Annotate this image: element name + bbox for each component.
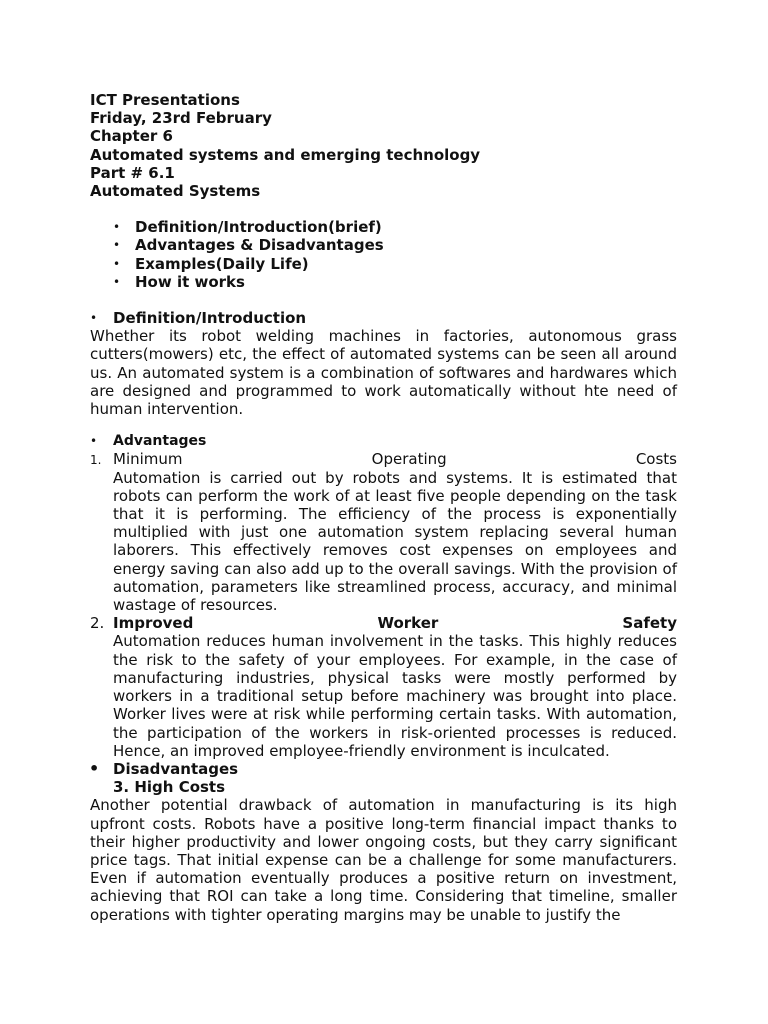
bullet-icon: •	[90, 311, 98, 326]
item-number: 2.	[90, 614, 105, 633]
bullet-icon: •	[90, 434, 98, 449]
part-label: Part # 6.1	[90, 163, 175, 182]
advantage-item	[90, 450, 677, 614]
disadvantage-subheading: 3. High Costs	[113, 778, 226, 797]
disadvantages-heading: • Disadvantages	[89, 758, 239, 778]
topic-item: • Examples(Daily Life)	[135, 255, 677, 273]
topic-item: • Advantages & Disadvantages	[135, 236, 677, 254]
definition-heading: • Definition/Introduction	[90, 309, 307, 328]
topics-list	[90, 218, 677, 291]
topic-item: • How it works	[135, 273, 677, 291]
advantage-title: Improved Worker Safety	[113, 614, 677, 633]
part-title: Automated Systems	[90, 182, 261, 201]
advantages-heading: • Advantages	[90, 433, 207, 450]
advantage-title: Minimum Operating Costs	[113, 450, 677, 469]
document-header	[90, 91, 677, 200]
advantage-body: Automation is carried out by robots and systems. It is estimated that robots can perform the work of at least five people depending on the task that it is performing. The efficiency of the process is exponentially multiplied with just one automation system replacing several human laborers. This effectively removes cost expenses on employees and energy saving can also add up to the overall savings. With the provision of automation, parameters like streamlined process, accuracy, and minimal wastage of resources.	[113, 468, 677, 615]
advantage-item	[90, 614, 677, 760]
topic-item: • Definition/Introduction(brief)	[135, 218, 677, 236]
chapter-label: Chapter 6	[90, 127, 173, 146]
advantage-body: Automation reduces human involvement in the tasks. This highly reduces the risk to the safety of your employees. For example, in the case of manufacturing industries, physical tasks were mostly performed by workers in a traditional setup before machinery was brought into place. Worker lives were at risk while performing certain tasks. With automation, the participation of the workers in risk-oriented processes is reduced. Hence, an improved employee-friendly environment is inculcated.	[113, 632, 677, 760]
document-page	[90, 91, 677, 924]
disadvantage-body: Another potential drawback of automation in manufacturing is its high upfront costs. Robots have a positive long-term financial impact thanks to their higher productivity and lower ongoing costs, but they carry significant price tags. That initial expense can be a challenge for some manufacturers. Even if automation eventually produces a positive return on investment, achieving that ROI can take a long time. Considering that timeline, smaller operations with tighter operating margins may be unable to justify the	[90, 796, 677, 924]
presentation-title: ICT Presentations	[90, 91, 240, 109]
presentation-date: Friday, 23rd February	[90, 109, 272, 128]
bullet-icon: •	[89, 758, 100, 778]
definition-body: Whether its robot welding machines in factories, autonomous grass cutters(mowers) etc, the effect of automated systems can be seen all around us. An automated system is a combination of softwares and hardwares which are designed and programmed to work automatically without hte need of human intervention.	[90, 327, 677, 419]
chapter-title: Automated systems and emerging technology	[90, 145, 481, 164]
item-number: 1.	[90, 453, 102, 468]
